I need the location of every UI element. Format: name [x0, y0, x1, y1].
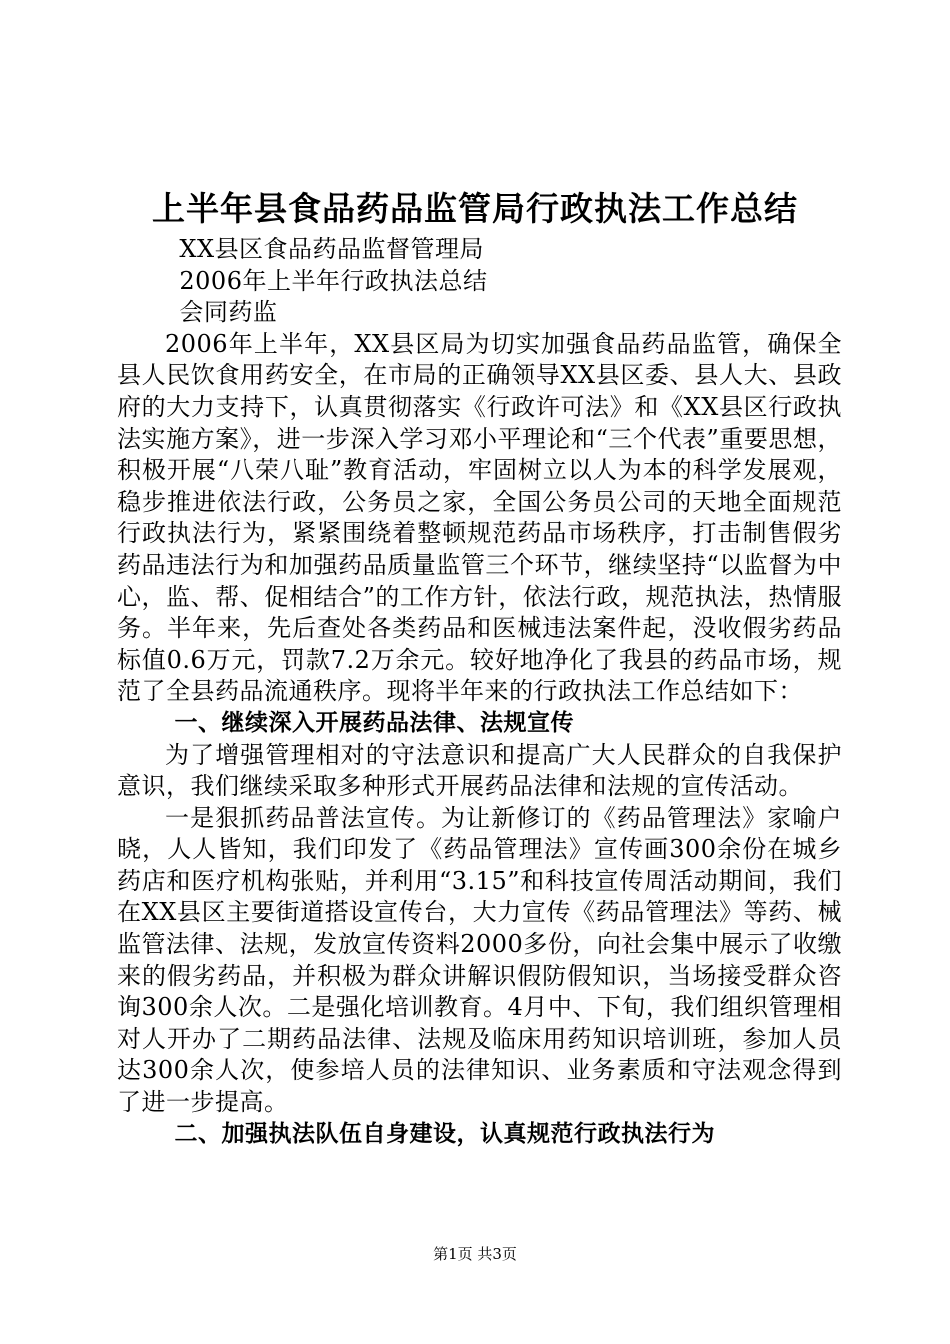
section-heading-1: 一、继续深入开展药品法律、法规宣传	[174, 709, 574, 736]
section1-paragraph-2: 一是狠抓药品普法宣传。为让新修订的《药品管理法》家喻户晓，人人皆知，我们印发了《药品管理法》宣传画300余份在城乡药店和医疗机构张贴，并利用“3.15”和科技宣传周活动期间，我们在XX县区主要街道搭设宣传台，大力宣传《药品管理法》等药、械监管法律、法规，发放宣传资料2000多份，向社会集中展示了收缴来的假劣药品，并积极为群众讲解识假防假知识，当场接受群众咨询300余人次。二是强化培训教育。4月中、下旬，我们组织管理相对人开办了二期药品法律、法规及临床用药知识培训班，参加人员达300余人次，使参培人员的法律知识、业务素质和守法观念得到了进一步提高。	[117, 803, 842, 1117]
meta-line-report: 2006年上半年行政执法总结	[179, 266, 488, 295]
document-title: 上半年县食品药品监管局行政执法工作总结	[152, 189, 798, 228]
document-body	[117, 234, 842, 1150]
section1-paragraph-1: 为了增强管理相对的守法意识和提高广大人民群众的自我保护意识，我们继续采取多种形式开展药品法律和法规的宣传活动。	[117, 740, 842, 801]
intro-paragraph: 2006年上半年，XX县区局为切实加强食品药品监管，确保全县人民饮食用药安全，在市局的正确领导XX县区委、县人大、县政府的大力支持下，认真贯彻落实《行政许可法》和《XX县区行政执法实施方案》，进一步深入学习邓小平理论和“三个代表”重要思想，积极开展“八荣八耻”教育活动，牢固树立以人为本的科学发展观，稳步推进依法行政，公务员之家，全国公务员公司的天地全面规范行政执法行为，紧紧围绕着整顿规范药品市场秩序，打击制售假劣药品违法行为和加强药品质量监管三个环节，继续坚持“以监督为中心，监、帮、促相结合”的工作方针，依法行政，规范执法，热情服务。半年来，先后查处各类药品和医械违法案件起，没收假劣药品标值0.6万元，罚款7.2万余元。较好地净化了我县的药品市场，规范了全县药品流通秩序。现将半年来的行政执法工作总结如下：	[117, 329, 842, 706]
meta-line-source: 会同药监	[179, 298, 278, 327]
meta-line-agency: XX县区食品药品监督管理局	[179, 235, 485, 263]
section-heading-2: 二、加强执法队伍自身建设，认真规范行政执法行为	[174, 1120, 715, 1147]
page-footer: 第1页 共3页	[433, 1245, 517, 1263]
